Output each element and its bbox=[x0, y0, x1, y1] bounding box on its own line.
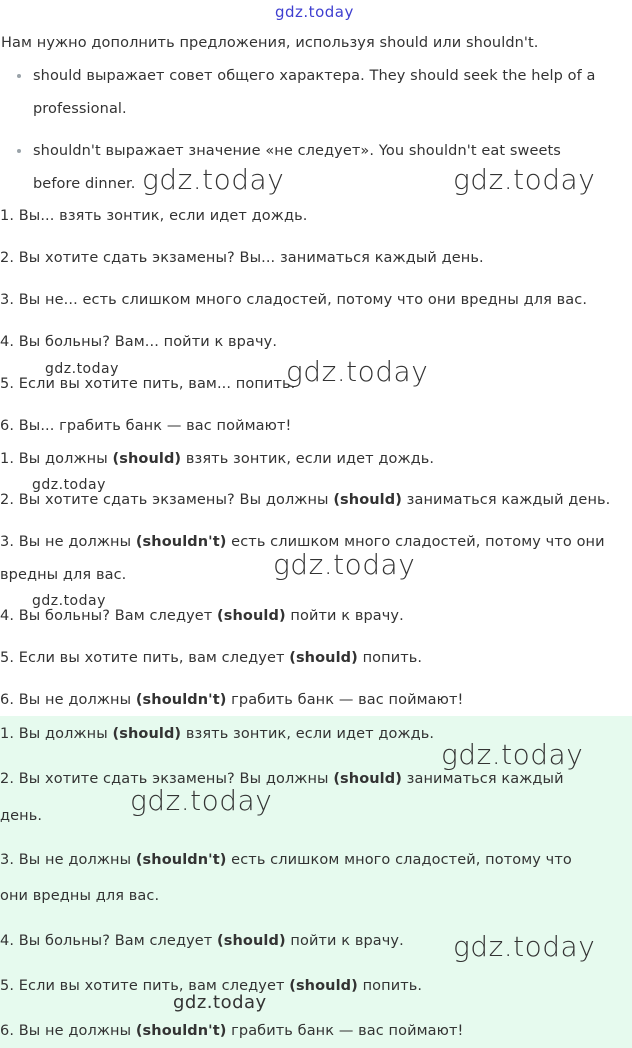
answer-keyword: (should) bbox=[217, 608, 286, 624]
answer-text: 6. Вы не должны bbox=[0, 692, 136, 708]
answer-text: заниматься каждый bbox=[401, 771, 564, 787]
answer-text: 5. Если вы хотите пить, вам следует bbox=[0, 978, 290, 994]
answer-text: 2. Вы хотите сдать экзамены? Вы должны bbox=[0, 492, 334, 508]
answer-line bbox=[0, 449, 434, 469]
green-answer-line bbox=[0, 850, 572, 870]
watermark: gdz.today bbox=[286, 355, 429, 388]
green-answer-line bbox=[0, 931, 404, 951]
bullet-2-line-1: shouldn't выражает значение «не следует». You shouldn't eat sweets bbox=[33, 143, 561, 159]
answer-keyword: (should) bbox=[333, 771, 402, 787]
answer-text: 5. Если вы хотите пить, вам следует bbox=[0, 650, 290, 666]
answer-text: взять зонтик, если идет дождь. bbox=[181, 726, 435, 742]
answer-keyword: (should) bbox=[333, 492, 402, 508]
bullet-dot bbox=[17, 74, 21, 78]
answer-text: 1. Вы должны bbox=[0, 451, 113, 467]
answer-line bbox=[0, 648, 422, 668]
answer-keyword: (shouldn't) bbox=[135, 534, 227, 550]
answer-text: грабить банк — вас поймают! bbox=[226, 692, 464, 708]
header-watermark: gdz.today bbox=[275, 3, 354, 21]
watermark: gdz.today bbox=[142, 163, 285, 196]
answer-text: 6. Вы не должны bbox=[0, 1023, 136, 1039]
watermark: gdz.today bbox=[453, 930, 596, 963]
answer-text: 3. Вы не должны bbox=[0, 534, 136, 550]
answer-keyword: (should) bbox=[289, 650, 358, 666]
answer-keyword: (shouldn't) bbox=[135, 1023, 227, 1039]
answer-text: взять зонтик, если идет дождь. bbox=[181, 451, 435, 467]
answer-keyword: (should) bbox=[112, 451, 182, 467]
answer-keyword: (should) bbox=[217, 933, 286, 949]
watermark: gdz.today bbox=[32, 477, 106, 493]
answer-text: 2. Вы хотите сдать экзамены? Вы должны bbox=[0, 771, 334, 787]
green-answer-line bbox=[0, 724, 434, 744]
bullet-dot bbox=[17, 149, 21, 153]
watermark: gdz.today bbox=[453, 163, 596, 196]
watermark: gdz.today bbox=[45, 361, 119, 377]
watermark: gdz.today bbox=[130, 784, 273, 817]
green-answer-line bbox=[0, 769, 564, 789]
green-answer-line-continued: день. bbox=[0, 808, 43, 824]
task-sentence: 5. Если вы хотите пить, вам... попить. bbox=[0, 376, 296, 392]
answer-text: попить. bbox=[357, 650, 423, 666]
answer-text: заниматься каждый день. bbox=[401, 492, 611, 508]
watermark: gdz.today bbox=[32, 593, 106, 609]
watermark: gdz.today bbox=[441, 738, 584, 771]
answer-keyword: (should) bbox=[289, 978, 358, 994]
intro-text: Нам нужно дополнить предложения, используя should или shouldn't. bbox=[1, 35, 539, 51]
bullet-1-line-2: professional. bbox=[33, 101, 127, 117]
answer-text: 4. Вы больны? Вам следует bbox=[0, 933, 218, 949]
answer-line-continued: вредны для вас. bbox=[0, 567, 127, 583]
task-sentence: 4. Вы больны? Вам... пойти к врачу. bbox=[0, 334, 278, 350]
answer-keyword: (shouldn't) bbox=[135, 852, 227, 868]
watermark: gdz.today bbox=[273, 548, 416, 581]
task-sentence: 2. Вы хотите сдать экзамены? Вы... заниматься каждый день. bbox=[0, 250, 484, 266]
task-sentence: 3. Вы не... есть слишком много сладостей, потому что они вредны для вас. bbox=[0, 292, 588, 308]
green-answer-line bbox=[0, 1021, 463, 1041]
answer-line bbox=[0, 490, 610, 510]
watermark: gdz.today bbox=[173, 992, 267, 1013]
answer-keyword: (shouldn't) bbox=[135, 692, 227, 708]
answer-text: 3. Вы не должны bbox=[0, 852, 136, 868]
answer-text: есть слишком много сладостей, потому что они bbox=[226, 534, 605, 550]
task-sentence: 1. Вы... взять зонтик, если идет дождь. bbox=[0, 208, 308, 224]
task-sentence: 6. Вы... грабить банк — вас поймают! bbox=[0, 418, 292, 434]
answer-line bbox=[0, 690, 463, 710]
bullet-1-line-1: should выражает совет общего характера. They should seek the help of a bbox=[33, 68, 596, 84]
answer-text: пойти к врачу. bbox=[285, 608, 404, 624]
answer-text: грабить банк — вас поймают! bbox=[226, 1023, 464, 1039]
answer-text: 4. Вы больны? Вам следует bbox=[0, 608, 218, 624]
answer-line bbox=[0, 606, 404, 626]
answer-text: пойти к врачу. bbox=[285, 933, 404, 949]
green-answer-line-continued: они вредны для вас. bbox=[0, 888, 160, 904]
bullet-2-line-2: before dinner. bbox=[33, 176, 136, 192]
answer-text: 1. Вы должны bbox=[0, 726, 113, 742]
answer-text: есть слишком много сладостей, потому что bbox=[226, 852, 572, 868]
answer-keyword: (should) bbox=[112, 726, 182, 742]
answer-text: попить. bbox=[357, 978, 423, 994]
